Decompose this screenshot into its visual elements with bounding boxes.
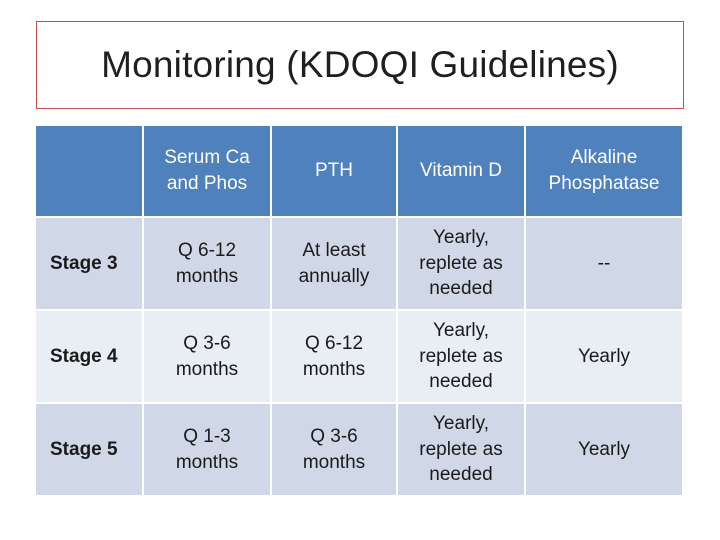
page-title: Monitoring (KDOQI Guidelines): [101, 44, 619, 85]
alk-phos-cell: Yearly: [526, 311, 684, 404]
pth-cell: Q 6-12 months: [272, 311, 398, 404]
vitamin-d-cell: Yearly, replete as needed: [398, 218, 526, 311]
stage-cell: Stage 4: [36, 311, 144, 404]
table-header-row: [36, 126, 684, 218]
header-cell-vitamin-d: Vitamin D: [398, 126, 526, 218]
pth-cell: At least annually: [272, 218, 398, 311]
vitamin-d-cell: Yearly, replete as needed: [398, 404, 526, 497]
title-box: [36, 21, 684, 109]
pth-cell: Q 3-6 months: [272, 404, 398, 497]
serum-cell: Q 1-3 months: [144, 404, 272, 497]
header-cell-serum: Serum Ca and Phos: [144, 126, 272, 218]
monitoring-table: [36, 126, 684, 497]
alk-phos-cell: Yearly: [526, 404, 684, 497]
header-cell-alk-phos: Alkaline Phosphatase: [526, 126, 684, 218]
table-row: [36, 311, 684, 404]
header-cell-empty: [36, 126, 144, 218]
table-row: [36, 218, 684, 311]
table-row: [36, 404, 684, 497]
stage-cell: Stage 3: [36, 218, 144, 311]
alk-phos-cell: --: [526, 218, 684, 311]
stage-cell: Stage 5: [36, 404, 144, 497]
header-cell-pth: PTH: [272, 126, 398, 218]
vitamin-d-cell: Yearly, replete as needed: [398, 311, 526, 404]
serum-cell: Q 6-12 months: [144, 218, 272, 311]
serum-cell: Q 3-6 months: [144, 311, 272, 404]
